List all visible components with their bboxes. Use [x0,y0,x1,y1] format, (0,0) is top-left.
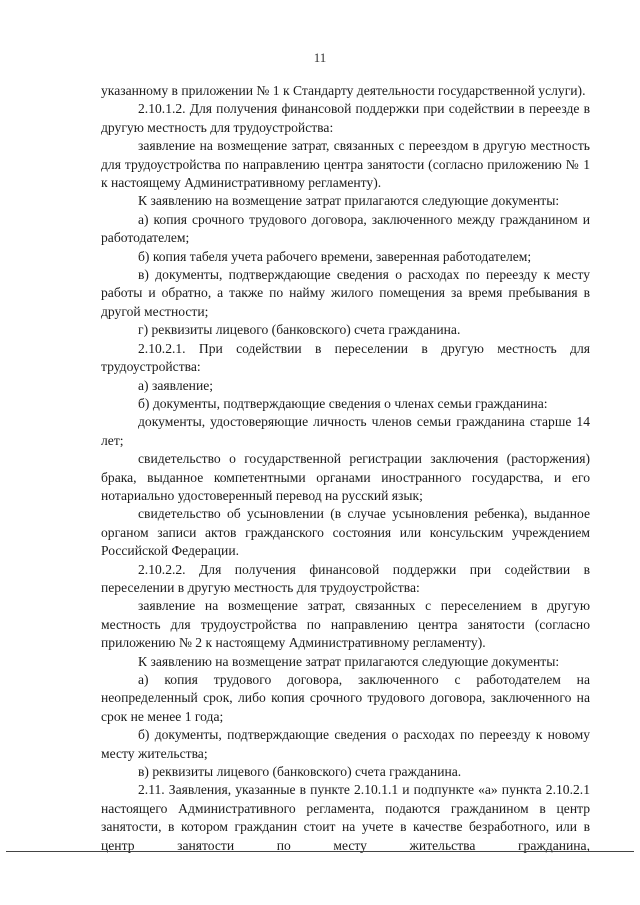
paragraph: а) копия срочного трудового договора, заключенного между гражданином и работодателем; [101,211,590,246]
paragraph: 2.10.1.2. Для получения финансовой поддержки при содействии в переезде в другую местность для трудоустройства: [101,101,590,135]
paragraph: указанному в приложении № 1 к Стандарту деятельности государственной услуги). [101,83,586,98]
paragraph: свидетельство о государственной регистрации заключения (расторжения) брака, выданное компетентными органами иностранного государства, и его нотариально удостоверенный перевод на русский язык; [101,451,590,503]
paragraph: г) реквизиты лицевого (банковского) счета гражданина. [138,322,461,338]
paragraph: заявление на возмещение затрат, связанных с переселением в другую местность для трудоустройства по направлению центра занятости (согласно приложению № 2 к настоящему Административному регламенту). [101,598,590,651]
paragraph: а) заявление; [138,377,214,393]
paragraph: б) документы, подтверждающие сведения о расходах по переезду к новому месту жительства; [101,727,590,761]
paragraph: 2.10.2.2. Для получения финансовой поддержки при содействии в переселении в другую местность для трудоустройства: [101,561,590,595]
paragraph: б) копия табеля учета рабочего времени, заверенная работодателем; [138,248,532,264]
paragraph: К заявлению на возмещение затрат прилагаются следующие документы: [138,653,560,669]
paragraph: б) документы, подтверждающие сведения о членах семьи гражданина: [138,395,548,411]
document-body [101,82,590,855]
paragraph: в) реквизиты лицевого (банковского) счета гражданина. [138,764,462,780]
paragraph: К заявлению на возмещение затрат прилагаются следующие документы: [138,193,560,209]
paragraph: 2.10.2.1. При содействии в переселении в другую местность для трудоустройства: [101,340,590,375]
paragraph: документы, удостоверяющие личность членов семьи гражданина старше 14 лет; [101,414,590,448]
paragraph: а) копия трудового договора, заключенного с работодателем на неопределенный срок, либо копия срочного трудового договора, заключенного на срок не менее 1 года; [101,672,590,724]
page-number: 11 [313,50,327,65]
paragraph: 2.11. Заявления, указанные в пункте 2.10.1.1 и подпункте «а» пункта 2.10.2.1 настоящего Административного регламента, подаются гражданином в центр занятости, в котором гражданин стоит на учете в качестве безработного, или в центр занятости по месту жительства гражданина, [101,782,590,853]
paragraph: свидетельство об усыновлении (в случае усыновления ребенка), выданное органом записи актов гражданского состояния или консульским учреждением Российской Федерации. [101,506,590,559]
paragraph: в) документы, подтверждающие сведения о расходах по переезду к месту работы и обратно, а также по найму жилого помещения за время пребывания в другой местности; [101,267,590,319]
footer-divider [6,851,634,852]
paragraph: заявление на возмещение затрат, связанных с переездом в другую местность для трудоустройства по направлению центра занятости (согласно приложению № 1 к настоящему Административному регламенту). [101,138,590,191]
